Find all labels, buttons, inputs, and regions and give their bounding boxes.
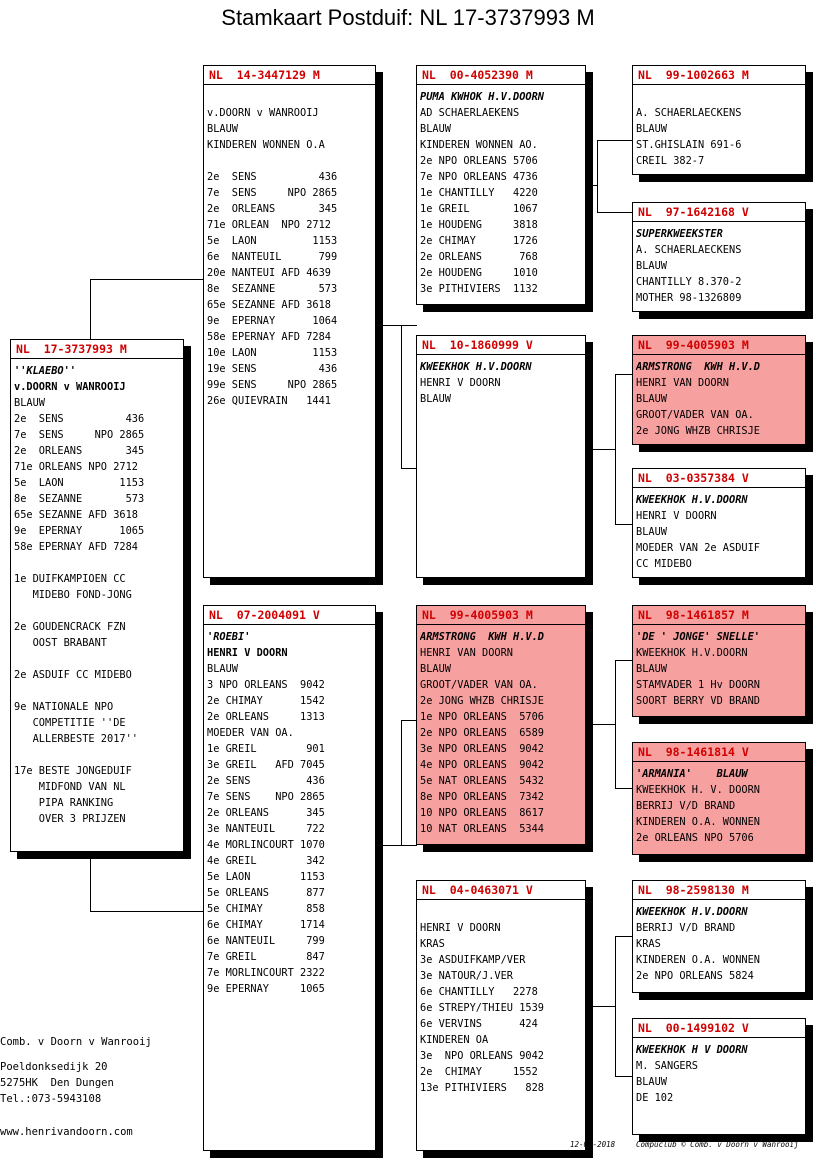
card-line: BERRIJ V/D BRAND [636,800,736,812]
owner-name: Comb. v Doorn v Wanrooij [0,1036,152,1048]
connector-line [597,140,598,212]
pigeon-name: KWEEKHOK H.V.DOORN [636,906,748,918]
card-line: 2e ASDUIF CC MIDEBO [14,669,132,681]
connector-line [597,140,633,141]
card-line: 19e SENS 436 [207,363,338,375]
ring-number: NL 10-1860999 V [417,338,585,355]
card-line: 9e EPERNAY 1065 [14,525,145,537]
connector-line [401,720,402,845]
card-line: 3e NATOUR/J.VER [420,970,513,982]
connector-line [383,845,402,846]
pigeon-name: 'ROEBI' [207,631,251,643]
card-line: 65e SEZANNE AFD 3618 [14,509,138,521]
card-line: CHANTILLY 8.370-2 [636,276,742,288]
card-line: 2e CHIMAY 1542 [207,695,325,707]
card-line: 71e ORLEANS NPO 2712 [14,461,138,473]
card-line: 5e LAON 1153 [14,477,145,489]
card-line: 7e SENS NPO 2865 [207,187,338,199]
card-line: 2e NPO ORLEANS 5706 [420,155,538,167]
card-line: PIPA RANKING [14,797,114,809]
card-line: 8e SEZANNE 573 [14,493,145,505]
card-line: 3e ASDUIFKAMP/VER [420,954,526,966]
card-line: 2e ORLEANS 768 [420,251,538,263]
card-line: KRAS [420,938,445,950]
card-line: HENRI V DOORN [636,510,717,522]
card-line: AD SCHAERLAEKENS [420,107,520,119]
card-line: 1e DUIFKAMPIOEN CC [14,573,126,585]
card-line [636,89,802,105]
card-line: KRAS [636,938,661,950]
card-line: 2e GOUDENCRACK FZN [14,621,126,633]
ring-number: NL 98-2598130 M [633,883,805,900]
card-line: 7e SENS NPO 2865 [14,429,145,441]
connector-line [90,279,91,341]
ring-number: NL 99-4005903 M [417,608,585,625]
ring-number: NL 99-4005903 M [633,338,805,355]
card-line: BLAUW [636,260,667,272]
card-line: 2e ORLEANS 1313 [207,711,325,723]
card-line: 5e NAT ORLEANS 5432 [420,775,544,787]
card-line: 5e LAON 1153 [207,871,325,883]
connector-line [90,911,204,912]
card-line: A. SCHAERLAECKENS [636,244,742,256]
ring-number: NL 14-3447129 M [204,68,375,85]
connector-line [383,325,402,326]
ring-number: NL 07-2004091 V [204,608,375,625]
card-line: 2e CHIMAY 1552 [420,1066,538,1078]
pigeon-card-ggf-3 [632,605,806,717]
card-line: HENRI V DOORN [207,647,288,659]
card-line: 2e CHIMAY 1726 [420,235,538,247]
connector-line [615,660,633,661]
pigeon-card-maternal-grandmother [416,880,586,1151]
card-line: 65e SEZANNE AFD 3618 [207,299,331,311]
card-line: v.DOORN v WANROOIJ [207,107,319,119]
card-line: 2e SENS 436 [14,413,145,425]
card-line: 1e HOUDENG 3818 [420,219,538,231]
connector-line [401,720,417,721]
card-line: CC MIDEBO [636,558,692,570]
card-line: BLAUW [420,123,451,135]
pigeon-card-ggm-3 [632,742,806,855]
ring-number: NL 98-1461857 M [633,608,805,625]
pigeon-card-ggm-2 [632,468,806,578]
card-line: BLAUW [420,393,451,405]
card-line: BLAUW [207,123,238,135]
website-link[interactable]: www.henrivandoorn.com [0,1126,133,1138]
card-line: KINDEREN OA [420,1034,489,1046]
card-line: HENRI V DOORN [420,377,501,389]
page-title: Stamkaart Postduif: NL 17-3737993 M [221,5,595,30]
pigeon-card-ggf-2 [632,335,806,445]
pigeon-card-ggf-1 [632,65,806,175]
card-line: 8e NPO ORLEANS 7342 [420,791,544,803]
card-line: 3e NPO ORLEANS 9042 [420,743,544,755]
card-line: GROOT/VADER VAN OA. [636,409,754,421]
card-line: 3e NPO ORLEANS 9042 [420,1050,544,1062]
pigeon-card-ggm-4 [632,1018,806,1135]
card-line: BLAUW [636,526,667,538]
card-line: MIDFOND VAN NL [14,781,126,793]
connector-line [401,845,417,846]
card-line: CREIL 382-7 [636,155,705,167]
card-line: 1e NPO ORLEANS 5706 [420,711,544,723]
connector-line [597,212,633,213]
card-line: GROOT/VADER VAN OA. [420,679,538,691]
card-line: OVER 3 PRIJZEN [14,813,126,825]
card-line: HENRI VAN DOORN [420,647,513,659]
pigeon-name: KWEEKHOK H.V.DOORN [420,361,532,373]
card-line: KINDEREN O.A. WONNEN [636,954,760,966]
card-line: 10 NPO ORLEANS 8617 [420,807,544,819]
owner-city: 5275HK Den Dungen [0,1077,114,1089]
card-line: 1e CHANTILLY 4220 [420,187,538,199]
card-line: 2e JONG WHZB CHRISJE [420,695,544,707]
card-line: 4e MORLINCOURT 1070 [207,839,325,851]
card-line [14,747,180,763]
card-line: 58e EPERNAY AFD 7284 [207,331,331,343]
card-line: 2e HOUDENG 1010 [420,267,538,279]
card-line: 5e CHIMAY 858 [207,903,325,915]
card-line: 9e EPERNAY 1064 [207,315,338,327]
card-line: 10 NAT ORLEANS 5344 [420,823,544,835]
card-line: ST.GHISLAIN 691-6 [636,139,742,151]
pigeon-name: KWEEKHOK H.V.DOORN [636,494,748,506]
card-line: 5e LAON 1153 [207,235,338,247]
connector-line [592,724,616,725]
card-line: 4e GREIL 342 [207,855,325,867]
pigeon-name: ''KLAEBO'' [14,365,76,377]
card-line: BLAUW [636,393,667,405]
card-line: M. SANGERS [636,1060,698,1072]
card-line: KINDEREN WONNEN O.A [207,139,325,151]
card-line: 9e EPERNAY 1065 [207,983,325,995]
card-line: SOORT BERRY VD BRAND [636,695,760,707]
card-line: BLAUW [14,397,45,409]
print-date: 12-03-2018 [570,1140,616,1149]
card-line: 2e ORLEANS 345 [207,203,338,215]
card-line: 2e ORLEANS 345 [207,807,325,819]
card-line: KWEEKHOK H. V. DOORN [636,784,760,796]
pigeon-name: KWEEKHOK H V DOORN [636,1044,748,1056]
card-line: 7e MORLINCOURT 2322 [207,967,325,979]
pigeon-card-father [203,65,376,578]
card-line: 2e ORLEANS NPO 5706 [636,832,754,844]
card-line: 3e GREIL AFD 7045 [207,759,325,771]
card-line: MOTHER 98-1326809 [636,292,742,304]
connector-line [401,468,417,469]
card-line: 26e QUIEVRAIN 1441 [207,395,331,407]
card-line [14,651,180,667]
card-line: KINDEREN WONNEN AO. [420,139,538,151]
ring-number: NL 00-1499102 V [633,1021,805,1038]
card-line: HENRI VAN DOORN [636,377,729,389]
card-line: 6e STREPY/THIEU 1539 [420,1002,544,1014]
card-line: 10e LAON 1153 [207,347,338,359]
card-line: COMPETITIE ''DE [14,717,126,729]
pigeon-card-paternal-grandfather [416,65,586,305]
connector-line [615,1076,633,1077]
card-line: 2e JONG WHZB CHRISJE [636,425,760,437]
connector-line [615,788,633,789]
pigeon-name: 'ARMANIA' BLAUW [636,768,748,780]
pigeon-card-ggm-1 [632,202,806,312]
card-line: A. SCHAERLAECKENS [636,107,742,119]
ring-number: NL 17-3737993 M [11,342,183,359]
ring-number: NL 97-1642168 V [633,205,805,222]
ring-number: NL 98-1461814 V [633,745,805,762]
pigeon-name: 'DE ' JONGE' SNELLE' [636,631,760,643]
card-line: BLAUW [636,663,667,675]
card-line: 9e NATIONALE NPO [14,701,114,713]
card-line: 2e NPO ORLEANS 5824 [636,970,754,982]
connector-line [592,449,616,450]
card-line: 99e SENS NPO 2865 [207,379,338,391]
ring-number: NL 04-0463071 V [417,883,585,900]
pigeon-name: PUMA KWHOK H.V.DOORN [420,91,544,103]
card-line: STAMVADER 1 Hv DOORN [636,679,760,691]
card-line: DE 102 [636,1092,674,1104]
card-line: BLAUW [636,123,667,135]
card-line [14,603,180,619]
card-line: 6e VERVINS 424 [420,1018,538,1030]
card-line: 3e NANTEUIL 722 [207,823,325,835]
card-line: KINDEREN O.A. WONNEN [636,816,760,828]
pigeon-name: ARMSTRONG KWH H.V.D [420,631,544,643]
card-line: MOEDER VAN 2e ASDUIF [636,542,760,554]
card-line: 6e NANTEUIL 799 [207,251,338,263]
card-line: BLAUW [207,663,238,675]
card-line: 1e GREIL 901 [207,743,325,755]
connector-line [90,852,91,912]
card-line: 20e NANTEUI AFD 4639 [207,267,331,279]
card-line: 58e EPERNAY AFD 7284 [14,541,138,553]
connector-line [592,185,598,186]
card-line: MOEDER VAN OA. [207,727,294,739]
card-line: 7e NPO ORLEANS 4736 [420,171,538,183]
card-line: v.DOORN v WANROOIJ [14,381,126,393]
software-credit: Compuclub © Comb. v Doorn v Wanrooij [636,1140,799,1149]
pigeon-card-ggf-4 [632,880,806,993]
card-line: ALLERBESTE 2017'' [14,733,138,745]
card-line: OOST BRABANT [14,637,107,649]
connector-line [615,374,633,375]
connector-line [401,325,417,326]
ring-number: NL 99-1002663 M [633,68,805,85]
card-line: MIDEBO FOND-JONG [14,589,132,601]
card-line: 3e PITHIVIERS 1132 [420,283,538,295]
card-line: 2e SENS 436 [207,171,338,183]
pigeon-card-paternal-grandmother [416,335,586,578]
card-line: 1e GREIL 1067 [420,203,538,215]
card-line [14,555,180,571]
connector-line [401,325,402,468]
card-line: 17e BESTE JONGEDUIF [14,765,132,777]
card-line: 3 NPO ORLEANS 9042 [207,679,325,691]
owner-phone: Tel.:073-5943108 [0,1093,102,1105]
card-line: 6e NANTEUIL 799 [207,935,325,947]
connector-line [615,936,633,937]
card-line: 7e SENS NPO 2865 [207,791,325,803]
card-line: 71e ORLEAN NPO 2712 [207,219,331,231]
ring-number: NL 00-4052390 M [417,68,585,85]
card-line: KWEEKHOK H.V.DOORN [636,647,748,659]
connector-line [90,279,204,280]
card-line: HENRI V DOORN [420,922,501,934]
card-line [14,683,180,699]
card-line: 2e NPO ORLEANS 6589 [420,727,544,739]
card-line: BLAUW [636,1076,667,1088]
pigeon-card-mother [203,605,376,1151]
card-line: 8e SEZANNE 573 [207,283,338,295]
card-line [207,89,372,105]
card-line: BERRIJ V/D BRAND [636,922,736,934]
pigeon-card-main [10,339,184,852]
pigeon-name: ARMSTRONG KWH H.V.D [636,361,760,373]
card-line [420,904,582,920]
card-line: 5e ORLEANS 877 [207,887,325,899]
card-line: 7e GREIL 847 [207,951,325,963]
card-line [207,153,372,169]
owner-street: Poeldonksedijk 20 [0,1061,108,1073]
connector-line [592,1006,616,1007]
pigeon-name: SUPERKWEEKSTER [636,228,723,240]
card-line: 2e SENS 436 [207,775,325,787]
card-line: 4e NPO ORLEANS 9042 [420,759,544,771]
connector-line [615,524,633,525]
card-line: 6e CHIMAY 1714 [207,919,325,931]
card-line: BLAUW [420,663,451,675]
card-line: 6e CHANTILLY 2278 [420,986,538,998]
ring-number: NL 03-0357384 V [633,471,805,488]
card-line: 2e ORLEANS 345 [14,445,145,457]
card-line: 13e PITHIVIERS 828 [420,1082,544,1094]
pigeon-card-maternal-grandfather [416,605,586,845]
